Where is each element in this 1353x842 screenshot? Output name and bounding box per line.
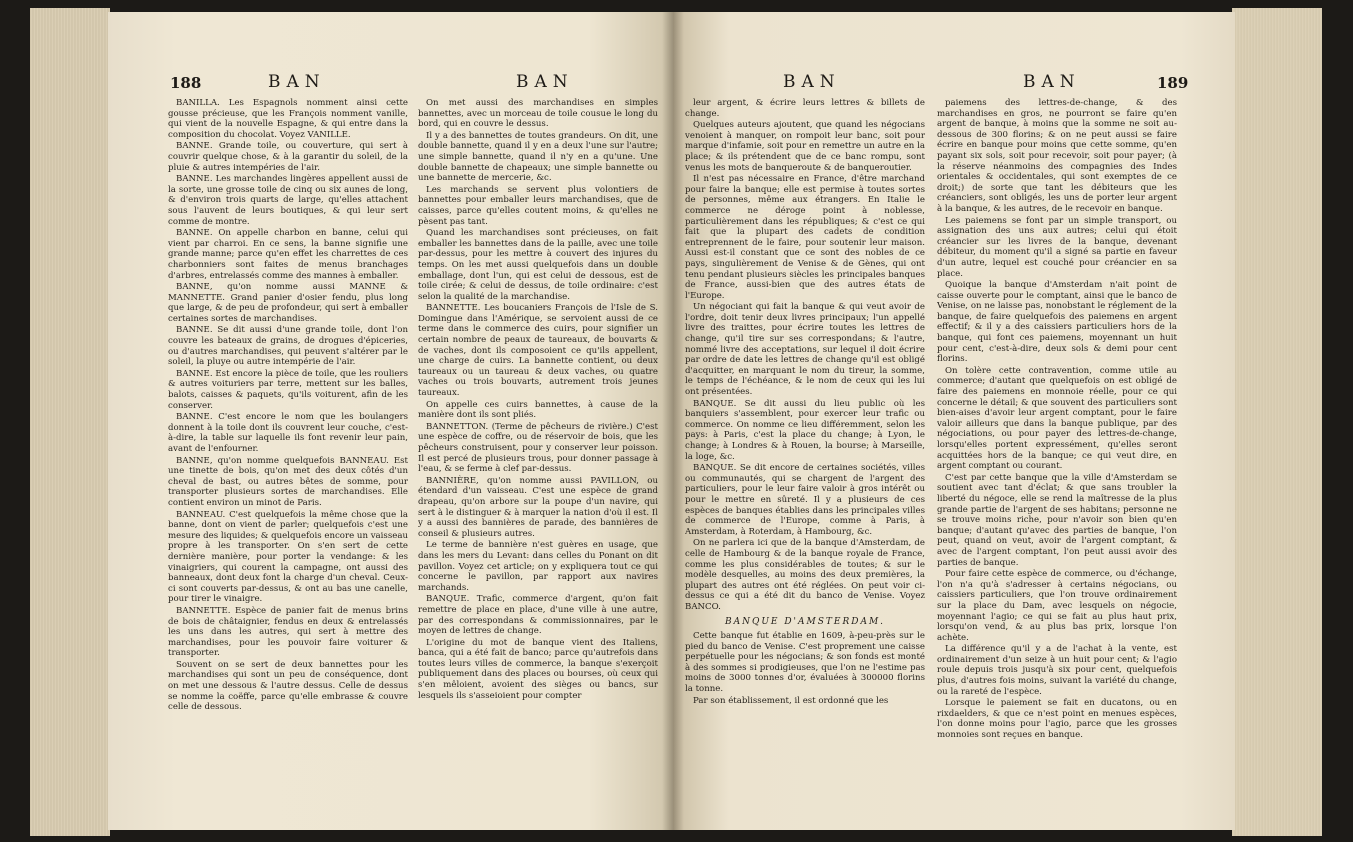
left-page — [108, 12, 673, 830]
paragraph: Les paiemens se font par un simple transport, ou assignation des uns aux autres; celui qui étoit créancier sur les livres de la banque, devenant débiteur, du moment qu'il a signé sa partie en faveur d'un autre, lequel est couché pour créancier en sa place. — [937, 215, 1177, 279]
paragraph: paiemens des lettres-de-change, & des marchandises en gros, ne pourront se faire qu'en argent de banque, à moins que la somme ne soit au-dessous de 300 florins; & on ne peut aussi se faire écrire en banque pour moins que cette somme, qu'en payant six sols, soit pour recevoir, soit pour payer; (à la réserve néanmoins des compagnies des Indes orientales & occidentales, qui sont exemptes de ce droit;) de sorte que tant les débiteurs que les créanciers, sont obligés, les uns de porter leur argent à la banque, & les autres, de le recevoir en banque. — [937, 98, 1177, 214]
paragraph: Un négociant qui fait la banque & qui veut avoir de l'ordre, doit tenir deux livres principaux; l'un appellé livre des traittes, pour écrire toutes les lettres de change, qu'il tire sur ses correspondans; & l'autre, nommé livre des acceptations, sur lequel il doit écrire par ordre de date les lettres de change qu'il est obligé d'acquitter, en marquant le nom du tireur, la somme, le temps de l'échéance, & le nom de ceux qui les lui ont présentées. — [685, 302, 925, 398]
text-column — [937, 98, 1177, 818]
paragraph: Quelques auteurs ajoutent, que quand les négocians venoient à manquer, on rompoit leur banc, soit pour marque d'infamie, soit pour en remettre un autre en la place; & ils prétendent que de ce banc rompu, sont venus les mots de banqueroute & de banqueroutier. — [685, 120, 925, 173]
paragraph: Il n'est pas nécessaire en France, d'être marchand pour faire la banque; elle est permise à toutes sortes de personnes, même aux étrangers. En Italie le commerce ne déroge point à noblesse, particulièrement dans les républiques; & c'est ce qui fait que la plupart des cadets de condition entreprennent de le faire, pour soutenir leur maison. Aussi est-il constant que ce sont des nobles de ce pays, singulièrement de Venise & de Gènes, qui ont tenu pendant plusieurs siècles les principales banques de France, aussi-bien que des autres états de l'Europe. — [685, 174, 925, 301]
running-head: BAN — [1023, 72, 1081, 92]
page-number: 189 — [1157, 74, 1189, 92]
paragraph: Les marchands se servent plus volontiers de bannettes pour emballer leurs marchandises, que de caisses, parce qu'elles coutent moins, & qu'elles ne pèsent pas tant. — [418, 184, 658, 227]
paragraph: La différence qu'il y a de l'achat à la vente, est ordinairement d'un seize à un huit pour cent; & l'agio roule depuis trois jusqu'à six pour cent, quelquefois plus, d'autres fois moins, suivant la variété du change, ou la rareté de l'espèce. — [937, 644, 1177, 697]
right-page-edges — [1232, 8, 1322, 836]
paragraph: BANQUE. Se dit encore de certaines sociétés, villes ou communautés, qui se chargent de l'argent des particuliers, pour le leur faire valoir à gros intérêt ou pour le mettre en sûreté. Il y a plusieurs de ces espèces de banques établies dans les principales villes de commerce de l'Europe, comme à Paris, à Amsterdam, à Roterdam, à Hambourg, &c. — [685, 463, 925, 537]
paragraph: BANNE. Est encore la pièce de toile, que les rouliers & autres voituriers par terre, mettent sur les balles, balots, caisses & paquets, qu'ils voiturent, afin de les conserver. — [168, 368, 408, 411]
paragraph: BANNE. Les marchandes lingères appellent aussi de la sorte, une grosse toile de cinq ou six aunes de long, & d'environ trois quarts de large, qu'elles attachent sous l'auvent de leurs boutiques, & qui leur sert comme de montre. — [168, 174, 408, 227]
paragraph: Le terme de bannière n'est guères en usage, que dans les mers du Levant: dans celles du Ponant on dit pavillon. Voyez cet article; on y expliquera tout ce qui concerne le pavillon, par rapport aux navires marchands. — [418, 540, 658, 593]
paragraph: BANQUE D'AMSTERDAM. — [724, 616, 886, 627]
page-number: 188 — [170, 74, 202, 92]
paragraph: Il y a des bannettes de toutes grandeurs. On dit, une double bannette, quand il y en a deux l'une sur l'autre; une simple bannette, quand il n'y en a qu'une. Une double bannette de chapeaux; une simple bannette ou une bannette de mercerie, &c. — [418, 130, 658, 184]
paragraph: BANQUE. Se dit aussi du lieu public où les banquiers s'assemblent, pour exercer leur trafic ou commerce. On nomme ce lieu différemment, selon les pays: à Paris, c'est la place du change; à Lyon, le change; à Londres & à Rouen, la bourse; à Marseille, la loge, &c. — [685, 398, 925, 462]
paragraph: Pour faire cette espèce de commerce, ou d'échange, l'on n'a qu'à s'adresser à certains négocians, ou caissiers particuliers, que l'on trouve ordinairement sur la place du Dam, avec lesquels on négocie, moyennant l'agio; ce qui se fait au plus haut prix, lorsqu'on vend, & au plus bas prix, lorsque l'on achète. — [937, 569, 1177, 643]
paragraph: BANNEAU. C'est quelquefois la même chose que la banne, dont on vient de parler; quelquefois c'est une mesure des liquides; & quelquefois encore un vaisseau propre à les transporter. On s'en sert de cette dernière manière, pour porter la vendange: & les vinaigriers, qui courent la campagne, ont aussi des banneaux, dont deux font la charge d'un cheval. Ceux-ci sont couverts par-dessus, & ont au bas une canelle, pour tirer le vinaigre. — [168, 509, 408, 605]
paragraph: On ne parlera ici que de la banque d'Amsterdam, de celle de Hambourg & de la banque royale de France, comme les plus considérables de toutes; & sur le modèle desquelles, au moins des deux premières, la plupart des autres ont été réglées. On peut voir ci-dessus ce qui a été dit du banco de Venise. Voyez BANCO. — [685, 538, 925, 612]
paragraph: Quand les marchandises sont précieuses, on fait emballer les bannettes dans de la paille, avec une toile par-dessus, pour les mettre à couvert des injures du temps. On les met aussi quelquefois dans un double emballage, dont l'un, qui est celui de dessous, est de toile cirée; & celui de dessus, de toile ordinaire: c'est selon la qualité de la marchandise. — [418, 228, 658, 302]
paragraph: BANILLA. Les Espagnols nomment ainsi cette gousse précieuse, que les François nomment vanille, qui vient de la nouvelle Espagne, & qui entre dans la composition du chocolat. Voyez VANILLE. — [168, 98, 408, 140]
paragraph: BANQUE. Trafic, commerce d'argent, qu'on fait remettre de place en place, d'une ville à une autre, par des correspondans & commissionnaires, par le moyen de lettres de change. — [418, 594, 658, 637]
paragraph: L'origine du mot de banque vient des Italiens, banca, qui a été fait de banco; parce qu'autrefois dans toutes leurs villes de commerce, la banque s'exerçoit publiquement dans des places ou bourses, où ceux qui s'en mêloient, avoient des sièges ou bancs, sur lesquels ils s'asseioient pour compter — [418, 637, 658, 701]
text-column — [168, 98, 408, 818]
paragraph: On tolère cette contravention, comme utile au commerce; d'autant que quelquefois on est obligé de faire des paiemens en monnoie réelle, pour ce qui concerne le détail; & que souvent des particuliers sont bien-aises d'avoir leur argent comptant, pour le faire valoir ailleurs que dans la banque publique, par des négociations, ou pour payer des lettres-de-change, lorsqu'elles portent expressément, qu'elles seront acquittées hors de la banque; ce qui veut dire, en argent comptant ou courant. — [937, 365, 1177, 472]
running-head: BAN — [783, 72, 841, 92]
text-column — [685, 98, 925, 818]
running-head: BAN — [516, 72, 574, 92]
right-page — [673, 12, 1235, 830]
paragraph: BANNETTON. (Terme de pêcheurs de rivière.) C'est une espèce de coffre, ou de réservoir de bois, que les pêcheurs construisent, pour y conserver leur poisson. Il est percé de plusieurs trous, pour donner passage à l'eau, & se ferme à clef par-dessus. — [418, 421, 658, 475]
paragraph: Cette banque fut établie en 1609, à-peu-près sur le pied du banco de Venise. C'est proprement une caisse perpétuelle pour les négocians; & son fonds est monté à des sommes si prodigieuses, que l'on ne l'estime pas moins de 3000 tonnes d'or, évaluées à 300000 florins la tonne. — [685, 631, 925, 695]
paragraph: BANNIÈRE, qu'on nomme aussi PAVILLON, ou étendard d'un vaisseau. C'est une espèce de grand drapeau, qu'on arbore sur la poupe d'un navire, qui sert à le distinguer & à marquer la nation d'où il est. Il y a aussi des bannières de parade, des bannières de conseil & plusieurs autres. — [418, 475, 658, 539]
paragraph: On appelle ces cuirs bannettes, à cause de la manière dont ils sont pliés. — [418, 399, 658, 421]
paragraph: Par son établissement, il est ordonné que les — [693, 695, 889, 706]
left-page-edges — [30, 8, 110, 836]
paragraph: BANNE. On appelle charbon en banne, celui qui vient par charroi. En ce sens, la banne signifie une grande manne; parce qu'en effet les charrettes de ces charbonniers sont faites de menus branchages d'arbres, entrelassés comme des mannes à emballer. — [168, 228, 408, 281]
paragraph: Souvent on se sert de deux bannettes pour les marchandises qui sont un peu de conséquence, dont on met une dessous & l'autre dessus. Celle de dessus se nomme la coëffe, parce qu'elle embrasse & couvre celle de dessous. — [168, 659, 408, 713]
paragraph: Quoique la banque d'Amsterdam n'ait point de caisse ouverte pour le comptant, ainsi que le banco de Venise, on ne laisse pas, nonobstant le réglement de la banque, de faire quelquefois des paiemens en argent effectif; & il y a des caissiers particuliers hors de la banque, qui font ces paiemens, moyennant un huit pour cent, c'est-à-dire, deux sols & demi pour cent florins. — [937, 280, 1177, 365]
paragraph: Lorsque le paiement se fait en ducatons, ou en rixdaelders, & que ce n'est point en menues espèces, l'on donne moins pour l'agio, parce que les grosses monnoies sont reçues en banque. — [937, 698, 1177, 741]
text-column — [418, 98, 658, 818]
paragraph: BANNE. C'est encore le nom que les boulangers donnent à la toile dont ils couvrent leur couche, c'est-à-dire, la table sur laquelle ils font revenir leur pain, avant de l'enfourner. — [168, 412, 408, 454]
paragraph: BANNE, qu'on nomme quelquefois BANNEAU. Est une tinette de bois, qu'on met des deux côtés d'un cheval de bast, ou autres bêtes de somme, pour transporter plusieurs sortes de marchandises. Elle contient environ un minot de Paris. — [168, 455, 408, 508]
running-head: BAN — [268, 72, 326, 92]
paragraph: BANNETTE. Les boucaniers François de l'Isle de S. Domingue dans l'Amérique, se servoient aussi de ce terme dans le commerce des cuirs, pour signifier un certain nombre de peaux de taureaux, de bouvarts & de vaches, dont ils composoient ce qu'ils appellent, une charge de cuirs. La bannette contient, ou deux taureaux ou un taureau & deux vaches, ou quatre vaches ou trois bouvarts, autrement trois jeunes taureaux. — [418, 303, 658, 399]
paragraph: On met aussi des marchandises en simples bannettes, avec un morceau de toile cousue le long du bord, qui en couvre le dessus. — [418, 98, 658, 130]
paragraph: BANNE, qu'on nomme aussi MANNE & MANNETTE. Grand panier d'osier fendu, plus long que large, & de peu de profondeur, qui sert à emballer certaines sortes de marchandises. — [168, 282, 408, 324]
paragraph: leur argent, & écrire leurs lettres & billets de change. — [685, 98, 925, 119]
paragraph: BANNETTE. Espèce de panier fait de menus brins de bois de châtaignier, fendus en deux & entrelassés les uns dans les autres, qui sert à mettre des marchandises, pour les pouvoir faire voiturer & transporter. — [168, 605, 408, 659]
paragraph: BANNE. Grande toile, ou couverture, qui sert à couvrir quelque chose, & à la garantir du soleil, de la pluie & autres intempéries de l'air. — [168, 141, 408, 173]
paragraph: BANNE. Se dit aussi d'une grande toile, dont l'on couvre les bateaux de grains, de drogues d'épiceries, ou d'autres marchandises, qui peuvent s'altérer par le soleil, la pluye ou autre intempérie de l'air. — [168, 325, 408, 368]
paragraph: C'est par cette banque que la ville d'Amsterdam se soutient avec tant d'éclat; & que sans troubler la liberté du négoce, elle se rend la maîtresse de la plus grande partie de l'argent de ses habitans; personne ne se trouve moins riche, pour n'avoir son bien qu'en banque; d'autant qu'avec des parties de banque, l'on peut, quand on veut, avoir de l'argent comptant, & avec de l'argent comptant, l'on peut aussi avoir des parties de banque. — [937, 472, 1177, 568]
book-gutter — [662, 12, 684, 830]
